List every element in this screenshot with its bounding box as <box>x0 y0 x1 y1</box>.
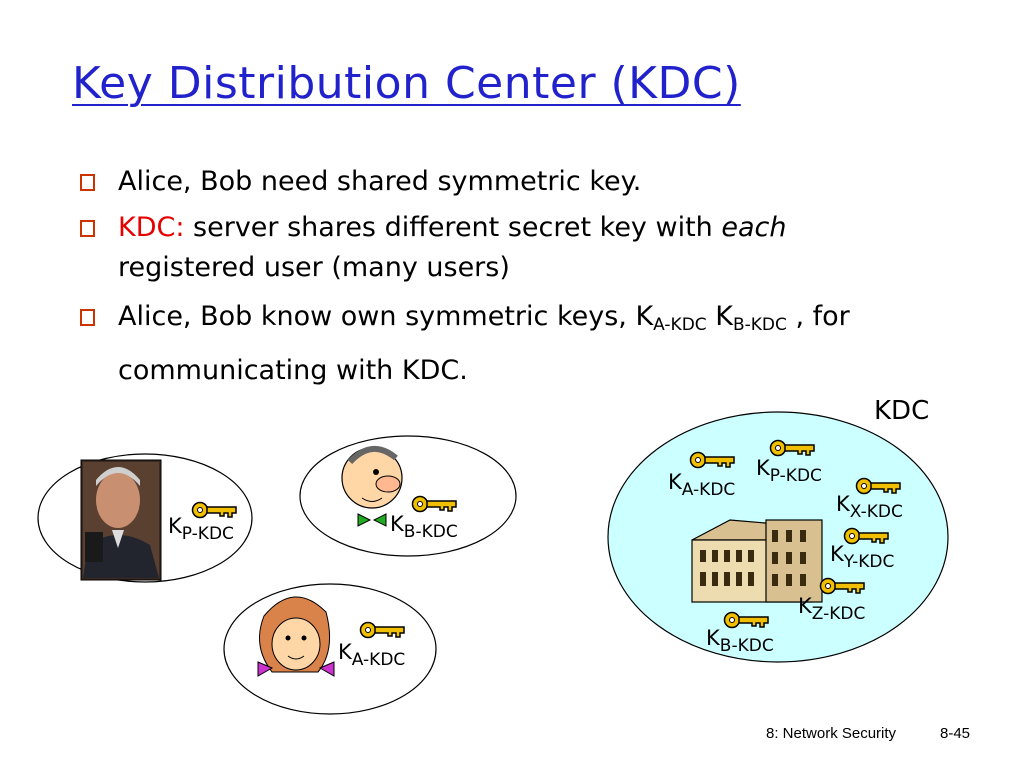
subscript: A-KDC <box>653 315 707 335</box>
bullet-text: Alice, Bob need shared symmetric key. <box>118 166 642 197</box>
footer-page-number: 8-45 <box>940 725 971 742</box>
key-label-b: $K_{B-KDC}$ <box>390 512 458 542</box>
key-label-a: $K_{A-KDC}$ <box>338 640 406 670</box>
kdc-key-label-y: $K_{Y-KDC}$ <box>830 542 895 572</box>
subscript: B-KDC <box>732 315 787 335</box>
emphasis: each <box>721 212 787 243</box>
kdc-key-label-x: $K_{X-KDC}$ <box>836 492 903 522</box>
key-label-p: $K_{P-KDC}$ <box>168 514 234 544</box>
kdc-highlight: KDC: <box>118 212 185 243</box>
kdc-label: KDC <box>874 396 930 426</box>
user-p-photo-icon <box>81 460 161 580</box>
kdc-building-icon <box>692 520 822 602</box>
bullet-text: K <box>706 301 733 332</box>
page-title: Key Distribution Center (KDC) <box>72 58 741 109</box>
kdc-key-label-a: $K_{A-KDC}$ <box>668 470 736 500</box>
bullet-text: server shares different secret key with <box>184 212 722 243</box>
kdc-key-label-p: $K_{P-KDC}$ <box>756 456 822 486</box>
kdc-key-label-b: $K_{B-KDC}$ <box>706 626 774 656</box>
bullet-text-continued: registered user (many users) <box>118 252 510 283</box>
kdc-key-label-z: $K_{Z-KDC}$ <box>798 594 866 624</box>
footer-section: 8: Network Security <box>766 725 897 742</box>
bullet-text: Alice, Bob know own symmetric keys, K <box>118 301 654 332</box>
bullet-text: , for communicating with KDC. <box>118 301 850 386</box>
